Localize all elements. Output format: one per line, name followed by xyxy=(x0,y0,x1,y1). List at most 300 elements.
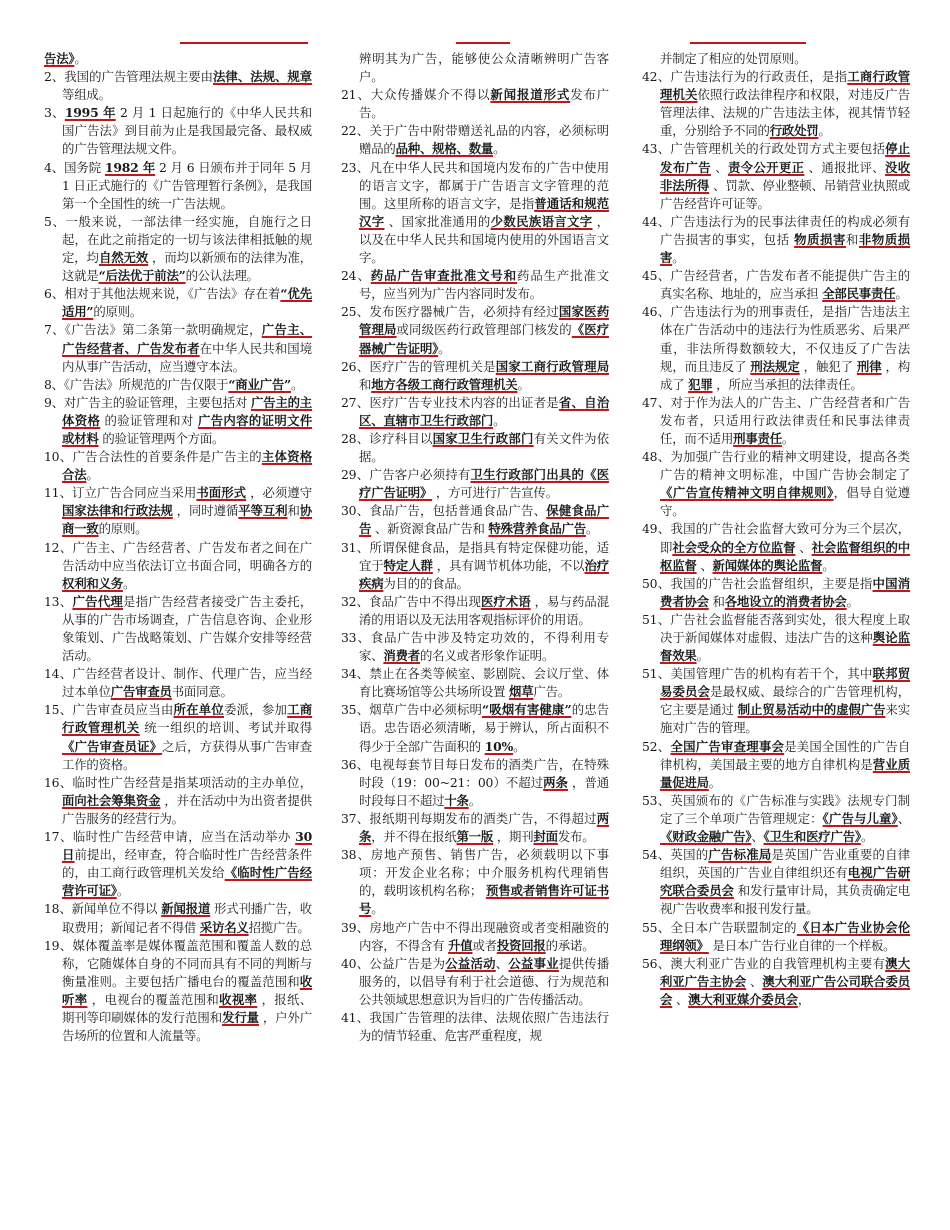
key-term: 消费者 xyxy=(383,648,420,664)
key-term: 物质损害 xyxy=(794,231,846,247)
item-text: 21、大众传播媒介不得以 xyxy=(341,87,491,103)
key-term: 省、自治区、直辖市卫生行政部门 xyxy=(359,394,609,428)
item-text: 发布。 xyxy=(557,829,595,845)
list-item xyxy=(341,593,609,629)
item-text: 。 xyxy=(86,467,99,483)
item-text: 的公认法理。 xyxy=(185,268,259,284)
key-term: 广告审查员 xyxy=(110,684,172,700)
item-text: 。 xyxy=(371,901,384,917)
item-text: 有关文件为依据。 xyxy=(359,430,609,465)
list-item xyxy=(44,376,312,394)
item-text: 28、诊疗科目以 xyxy=(341,430,433,446)
key-term: 刑律 xyxy=(856,358,882,374)
key-term: 公益活动 xyxy=(445,955,496,971)
item-text: 的忠告语。忠告语必须清晰，易于辨认，所占面积不得少于全部广告面积的 xyxy=(359,702,609,754)
list-item xyxy=(44,593,312,665)
item-text: 15、广告审查员应当由 xyxy=(44,702,174,718)
list-item xyxy=(44,50,312,68)
item-text: 和 xyxy=(359,376,372,392)
list-item xyxy=(341,466,609,502)
key-term: 广告内容的证明文件或材料 xyxy=(62,412,312,446)
list-item xyxy=(341,159,609,268)
key-term: 封面 xyxy=(533,829,558,845)
item-text: 和 xyxy=(845,231,859,247)
item-text: 8、《广告法》所规范的广告仅限于 xyxy=(44,376,229,392)
key-term: 两条 xyxy=(543,774,568,790)
item-text: 24、 xyxy=(341,268,371,284)
key-term: 主体资格合法 xyxy=(62,449,312,483)
list-item xyxy=(44,104,312,158)
item-text: 、罚款、停业整顿、吊销营业执照或广告经营许可证等。 xyxy=(660,177,910,211)
item-text: 2 月 1 日起施行的《中华人民共和国广告法》到目前为止是我国最完备、最权威的广告管理法规文件。 xyxy=(62,105,312,157)
key-term: 国家法律和行政法规 xyxy=(62,503,173,519)
list-item xyxy=(642,665,910,737)
key-term: 行政处罚 xyxy=(769,123,819,139)
item-text: ，同时遵循 xyxy=(172,503,239,519)
item-text: ， xyxy=(797,991,811,1007)
item-text: 是最权威、最综合的广告管理机构，它主要是通过 xyxy=(660,684,910,718)
item-text: 的原则。 xyxy=(98,521,148,537)
item-text: 。 xyxy=(493,141,506,157)
item-text: 。 xyxy=(781,430,795,446)
item-text: 9、对广告主的验证管理，主要包括对 xyxy=(44,394,251,410)
list-item xyxy=(341,394,609,430)
item-text: 46、广告违法行为的刑事责任，是指广告违法主体在广告活动中的违法行为性质恶劣、后果严重，非法所得数额较大，不仅违反了广告法规，而且违反了 xyxy=(642,304,910,374)
key-term: 舆论监督效果 xyxy=(660,630,910,664)
item-text: 。 xyxy=(468,792,481,808)
key-term: 公益事业 xyxy=(508,955,559,971)
list-item xyxy=(642,448,910,520)
item-text: 。 xyxy=(895,286,908,302)
item-text: ，具有调节机体功能，不以 xyxy=(432,557,585,573)
list-item xyxy=(642,611,910,665)
list-item xyxy=(341,303,609,357)
item-text: 形式刊播广告，收取费用；新闻记者不得借 xyxy=(62,901,312,935)
item-text: 54、英国的 xyxy=(642,847,709,863)
list-item xyxy=(341,122,609,158)
item-text: 之后，方获得从事广告审查工作的资格。 xyxy=(62,738,312,772)
list-item xyxy=(341,846,609,918)
item-text: 。 xyxy=(818,123,831,139)
key-term: 医疗术语 xyxy=(480,593,531,609)
item-text: 。 xyxy=(822,557,835,573)
item-text: 药品生产批准文号，应当列为广告内容同时发布。 xyxy=(359,268,609,302)
item-text: 、新资源食品广告和 xyxy=(371,521,489,537)
item-text: 5、一般来说，一部法律一经实施，自施行之日起，在此之前指定的一切与该法律相抵触的规定，均 xyxy=(44,213,312,266)
key-term: 特殊营养食品广告 xyxy=(488,521,586,537)
item-text: 39、房地产广告中不得出现融资或者变相融资的内容，不得含有 xyxy=(341,919,609,953)
item-text: ，电视台的覆盖范围和 xyxy=(87,991,220,1007)
key-term: 升值 xyxy=(448,937,473,953)
item-text: 53、英国颁布的《广告标准与实践》法规专门制定了三个单项广告管理规定： xyxy=(642,792,910,826)
key-term: 卫生行政部门出具的《医疗广告证明》 xyxy=(359,467,609,501)
item-text: 。 xyxy=(116,883,129,899)
key-term: 治疗疾病 xyxy=(359,557,609,591)
item-text: 30、食品广告，包括普通食品广告、 xyxy=(341,503,547,519)
key-term: 《财政金融广告》 xyxy=(660,829,752,845)
item-text: ，必须遵守 xyxy=(246,485,312,501)
item-text: 。 xyxy=(517,376,530,392)
list-item xyxy=(341,629,609,665)
item-text: 2、我国的广告管理法规主要由 xyxy=(44,69,214,85)
key-term: 药品广告审查批准文号和 xyxy=(370,268,518,284)
item-text: ，普通时段每日不超过 xyxy=(359,774,609,808)
item-text: ，方可进行广告宣传。 xyxy=(432,485,558,501)
key-term: 权利和义务 xyxy=(62,575,123,591)
list-item xyxy=(44,159,312,213)
item-text: 7、《广告法》第二条第一款明确规定， xyxy=(44,322,262,338)
key-term: 十条 xyxy=(444,792,469,808)
item-text: 在中华人民共和国境内从事广告活动，应当遵守本法。 xyxy=(62,340,312,374)
key-term: 烟草 xyxy=(509,684,534,700)
item-text: 。 xyxy=(708,774,721,790)
item-text: 18、新闻单位不得以 xyxy=(44,901,162,917)
item-text: 22、关于广告中附带赠送礼品的内容，必须标明赠品的 xyxy=(341,123,609,157)
key-term: 工商行政管理机关 xyxy=(660,69,910,103)
item-text: ，以及在中华人民共和国境内使用的外国语言文字。 xyxy=(359,213,609,266)
item-text: 。 xyxy=(122,575,136,591)
list-item xyxy=(44,213,312,285)
item-text: ，并不得在报纸 xyxy=(371,829,457,845)
key-term: 刑事责任 xyxy=(733,430,782,446)
key-term: 告法》 xyxy=(44,51,75,66)
header-rule-left xyxy=(180,42,308,44)
key-term: 《日本广告业协会伦理纲领》 xyxy=(660,919,910,953)
key-term: 第一版 xyxy=(456,829,494,845)
key-term: 广告主的主体资格 xyxy=(62,394,312,428)
key-term: 制止贸易活动中的虚假广告 xyxy=(737,702,886,718)
item-text: 。 xyxy=(290,376,304,392)
item-text: 。 xyxy=(672,250,685,266)
key-term: 平等互利 xyxy=(238,503,288,519)
key-term: 《广告与儿童》 xyxy=(822,810,898,826)
list-item xyxy=(642,738,910,792)
item-text: 34、禁止在各类等候室、影剧院、会议厅堂、体育比赛场馆等公共场所设置 xyxy=(341,666,609,700)
item-text: ，构成了 xyxy=(660,358,910,392)
item-text: 、 xyxy=(751,829,764,845)
list-item xyxy=(642,520,910,574)
item-text: ，期刊 xyxy=(493,829,534,845)
list-item xyxy=(341,539,609,593)
list-item xyxy=(341,1009,609,1045)
item-text: 52、 xyxy=(642,738,671,754)
item-text: 和 xyxy=(287,503,300,519)
list-item xyxy=(44,701,312,773)
list-item xyxy=(44,394,312,448)
list-item xyxy=(44,321,312,375)
list-item xyxy=(642,303,910,393)
list-item xyxy=(341,955,609,1009)
item-text: 4、国务院 xyxy=(44,159,105,175)
item-text: 55、全日本广告联盟制定的 xyxy=(642,919,797,935)
key-term: 法律、法规、规章 xyxy=(213,69,312,85)
item-text: 来实施对广告的管理。 xyxy=(660,702,910,736)
item-text: 、 xyxy=(696,557,713,573)
item-text: 。 xyxy=(438,340,451,356)
key-term: 工商行政管理机关 xyxy=(62,702,312,736)
key-term: 收视率 xyxy=(219,991,258,1007)
item-text: 19、媒体覆盖率是媒体覆盖范围和覆盖人数的总称，它随媒体自身的不同而具有不同的判断与衡量准则。主要包括广播电台的覆盖范围和 xyxy=(44,937,312,989)
key-term: 保健食品广告 xyxy=(359,503,609,537)
item-text: 招揽广告。 xyxy=(248,919,310,935)
key-term: 新闻报道 xyxy=(161,901,211,917)
item-text: 56、澳大利亚广告业的自我管理机构主要有 xyxy=(642,955,886,971)
item-text: 40、公益广告是为 xyxy=(341,955,446,971)
list-item xyxy=(642,792,910,846)
list-item xyxy=(642,846,910,918)
key-term: 自然无效 xyxy=(98,250,149,266)
item-text: 50、我国的广告社会监督组织，主要是指 xyxy=(642,575,873,591)
list-item xyxy=(642,213,910,267)
list-item xyxy=(341,701,609,755)
list-item xyxy=(341,50,609,86)
list-item xyxy=(642,140,910,212)
list-item xyxy=(341,810,609,846)
item-text: 、 xyxy=(897,810,910,826)
item-text: 统一组织的培训、考试并取得 xyxy=(139,720,312,736)
list-item xyxy=(44,828,312,900)
key-term: 书面形式 xyxy=(196,485,247,501)
key-term: 《卫生和医疗广告》 xyxy=(763,829,861,845)
list-item xyxy=(44,937,312,1046)
key-term: 1995 年 xyxy=(64,105,116,121)
item-text: ，所应当承担的法律责任。 xyxy=(712,376,863,392)
item-text: 并制定了相应的处罚原则。 xyxy=(660,51,807,66)
item-text: 辨明其为广告，能够使公众清晰辨明广告客户。 xyxy=(359,51,609,85)
item-text: 、通报批评、 xyxy=(804,159,886,175)
item-text: 等组成。 xyxy=(62,87,111,103)
item-text: 25、发布医疗器械广告，必须持有经过 xyxy=(341,304,559,320)
text-column-left xyxy=(44,50,312,1220)
item-text: 17、临时性广告经营申请，应当在活动举办 xyxy=(44,829,296,845)
list-item xyxy=(341,86,609,122)
item-text: 29、广告客户必须持有 xyxy=(341,467,471,483)
item-text: 36、电视每套节目每日发布的酒类广告，在特殊时段（19：00~21：00）不超过 xyxy=(341,756,609,790)
item-text: 委派，参加 xyxy=(224,702,288,718)
item-text: 提供传播服务的，以倡导有利于社会道德、行为规范和公共领域思想意识为旨归的广告传播活动。 xyxy=(359,955,609,1007)
key-term: 新闻报道形式 xyxy=(490,87,571,103)
list-item xyxy=(642,394,910,448)
item-text: 、 xyxy=(795,539,812,555)
list-item xyxy=(642,575,910,611)
key-term: 澳大利亚广告公司联合委员会 xyxy=(660,973,910,1007)
key-term: 各地设立的消费者协会 xyxy=(724,593,847,609)
item-text: 的名义或者形象作证明。 xyxy=(419,648,555,664)
list-item xyxy=(44,665,312,701)
item-text: 。 xyxy=(493,412,506,428)
item-text: 。 xyxy=(846,593,859,609)
key-term: 少数民族语言文字 xyxy=(490,213,593,229)
key-term: 非物质损害 xyxy=(660,231,910,266)
item-text: 、 xyxy=(710,159,728,175)
item-text: 、 xyxy=(672,991,689,1007)
key-term: “吸烟有害健康” xyxy=(482,702,572,718)
item-text: 和 xyxy=(708,593,725,609)
item-text: 。 xyxy=(585,521,599,537)
list-item xyxy=(44,285,312,321)
list-item xyxy=(341,919,609,955)
item-text: 的承诺。 xyxy=(545,937,595,953)
list-item xyxy=(642,68,910,140)
key-term: 30 日 xyxy=(62,829,312,863)
item-text: 是指广告经营者接受广告主委托，从事的广告市场调查，广告信息咨询、企业形象策划、广告战略策划、广告媒介安排等经营活动。 xyxy=(62,593,312,664)
item-text: 、 xyxy=(746,973,763,989)
item-text: 45、广告经营者，广告发布者不能提供广告主的真实名称、地址的，应当承担 xyxy=(642,268,910,302)
item-text: ，并在活动中为出资者提供广告服务的经营行为。 xyxy=(62,792,312,826)
list-item xyxy=(341,502,609,538)
key-term: 国家卫生行政部门 xyxy=(432,430,534,446)
item-text: 37、报纸期刊每期发布的酒类广告，不得超过 xyxy=(341,810,597,826)
key-term: 所在单位 xyxy=(173,702,225,718)
item-text: 依照行政法律程序和权限，对违反广告管理法律、法规的广告违法主体，视其情节轻重，分别给予不同的 xyxy=(660,87,910,139)
key-term: 责令公开更正 xyxy=(727,159,805,175)
key-term: 社会监督组织的中枢监督 xyxy=(660,539,910,573)
item-text: ，触犯了 xyxy=(799,358,857,374)
item-text: 的验证管理和对 xyxy=(100,412,198,428)
item-text: 51、美国管理广告的机构有若干个，其中 xyxy=(642,666,873,682)
key-term: 特定人群 xyxy=(383,557,433,573)
text-column-right xyxy=(642,50,910,1220)
list-item xyxy=(341,756,609,810)
key-term: 联邦贸易委员会 xyxy=(660,666,910,700)
item-text: 是英国广告业重要的自律组织，英国的广告业自律组织还有 xyxy=(660,847,910,881)
key-term: 澳大利亚媒介委员会 xyxy=(688,991,798,1007)
key-term: 全部民事责任 xyxy=(822,286,896,302)
item-text: 的原则。 xyxy=(93,304,143,320)
item-text: 为目的的食品。 xyxy=(383,575,469,591)
item-text: 。 xyxy=(74,51,87,66)
list-item xyxy=(44,448,312,484)
key-term: 品种、规格、数量 xyxy=(395,141,494,157)
item-text: 14、广告经营者设计、制作、代理广告，应当经过本单位 xyxy=(44,666,312,700)
item-text: 16、临时性广告经营是指某项活动的主办单位， xyxy=(44,774,312,790)
item-text: 12、广告主、广告经营者、广告发布者之间在广告活动中应当依法订立书面合同，明确各方的 xyxy=(44,539,312,573)
key-term: 国家医药管理局 xyxy=(359,304,609,338)
key-term: 广告主、广告经营者、广告发布者 xyxy=(62,322,312,356)
list-item xyxy=(44,774,312,828)
list-item xyxy=(341,665,609,701)
key-term: 广告标准局 xyxy=(708,847,772,863)
key-term: 两条 xyxy=(359,810,609,845)
key-term: 《临时性广告经营许可证》 xyxy=(62,865,312,899)
item-text: ，户外广告场所的位置和人流量等。 xyxy=(62,1009,312,1044)
item-text: 35、烟草广告中必须标明 xyxy=(341,702,483,718)
item-text: 和发行量审计局，其负责确定电视广告收费率和报刊发行量。 xyxy=(660,883,910,917)
list-item xyxy=(44,539,312,593)
list-item xyxy=(341,358,609,394)
item-text: ，倡导自觉遵守。 xyxy=(660,485,910,519)
item-text: 23、凡在中华人民共和国境内发布的广告中使用的语言文字，都属于广告语言文字管理的范围。这里所称的语言文字，是指 xyxy=(341,159,609,211)
key-term: “商业广告” xyxy=(228,376,291,392)
item-text: 或者 xyxy=(472,937,497,953)
key-term: 刑法规定 xyxy=(750,358,800,374)
key-term: 发行量 xyxy=(222,1009,259,1025)
text-column-middle xyxy=(341,50,609,1220)
key-term: 社会受众的全方位监督 xyxy=(672,539,796,555)
item-text: 43、广告管理机关的行政处罚方式主要包括 xyxy=(642,141,886,157)
item-text: 2 月 6 日颁布并于同年 5 月 1 日正式施行的《广告管理暂行条例》，是我国第一个全国性的统一广告法规。 xyxy=(62,159,312,211)
key-term: 广告代理 xyxy=(72,593,123,609)
item-text: 广告。 xyxy=(533,684,570,700)
key-term: 协商一致 xyxy=(62,503,312,537)
item-text: 。 xyxy=(513,738,526,754)
key-term: 普通话和规范汉字 xyxy=(359,195,609,229)
list-item xyxy=(341,430,609,466)
key-term: “优先适用” xyxy=(62,286,312,320)
item-text: 是美国全国性的广告自律机构，美国最主要的地方自律机构是 xyxy=(660,738,910,772)
item-text: 51、广告社会监督能否落到实处，很大程度上取决于新闻媒体对虚假、违法广告的这种 xyxy=(642,611,910,645)
header-rule-middle xyxy=(456,42,510,44)
item-text: 、 xyxy=(495,955,509,971)
key-term: 营业质量促进局 xyxy=(660,756,910,790)
item-text: 48、为加强广告行业的精神文明建设，提高各类广告的精神文明标准，中国广告协会制定了 xyxy=(642,449,910,483)
item-text: ，而均以新颁布的法律为准，这就是 xyxy=(62,250,312,284)
key-term: 没收非法所得 xyxy=(660,159,910,193)
item-text: 42、广告违法行为的行政责任，是指 xyxy=(642,69,848,85)
key-term: 10% xyxy=(484,738,514,754)
key-term: 澳大利亚广告主协会 xyxy=(660,955,910,989)
item-text: 6、相对于其他法规来说，《广告法》存在着 xyxy=(44,286,281,302)
item-text: ，易与药品混淆的用语以及无法用客观指标评价的用语。 xyxy=(359,593,609,627)
item-text: ，报纸、期刊等印刷媒体的发行范围和 xyxy=(62,991,312,1025)
item-text: 13、 xyxy=(44,593,73,609)
item-text: 的验证管理两个方面。 xyxy=(98,430,225,446)
key-term: 中国消费者协会 xyxy=(660,575,910,609)
item-text: 11、订立广告合同应当采用 xyxy=(44,485,197,501)
key-term: 全国广告审查理事会 xyxy=(670,738,785,754)
item-text: 3、 xyxy=(44,105,65,121)
key-term: 1982 年 xyxy=(104,159,156,175)
item-text: 前提出，经审查，符合临时性广告经营条件的，由工商行政管理机关发给 xyxy=(62,847,312,881)
item-text: 。 xyxy=(696,648,709,664)
item-text: 、国家批准通用的 xyxy=(384,213,491,229)
key-term: 电视广告研究联合委员会 xyxy=(660,865,910,899)
key-term: 犯罪 xyxy=(688,376,713,392)
key-term: “后法优于前法” xyxy=(98,268,186,284)
item-text: 49、我国的广告社会监督大致可分为三个层次，即 xyxy=(642,521,910,555)
key-term: 收听率 xyxy=(62,973,312,1007)
item-text: 是日本广告行业自律的一个样板。 xyxy=(708,937,896,953)
key-term: 国家工商行政管理局 xyxy=(495,358,609,374)
list-item xyxy=(642,955,910,1009)
list-item xyxy=(44,900,312,936)
list-item xyxy=(44,68,312,104)
item-text: 44、广告违法行为的民事法律责任的构成必须有广告损害的事实，包括 xyxy=(642,213,910,247)
list-item xyxy=(642,267,910,303)
item-text: 书面同意。 xyxy=(171,684,233,700)
key-term: 面向社会筹集资金 xyxy=(62,792,161,808)
key-term: 新闻媒体的舆论监督 xyxy=(712,557,823,573)
item-text: 41、我国广告管理的法律、法规依照广告违法行为的情节轻重、危害严重程度，规 xyxy=(341,1009,609,1044)
list-item xyxy=(44,484,312,538)
item-text: 或同级医药行政管理部门核发的 xyxy=(396,322,572,338)
list-item xyxy=(642,50,910,68)
key-term: 采访名义 xyxy=(199,919,249,935)
key-term: 停止发布广告 xyxy=(660,141,910,175)
item-text: 。 xyxy=(860,829,874,845)
key-term: 地方各级工商行政管理机关 xyxy=(371,376,518,392)
item-text: 发布广告。 xyxy=(359,87,609,121)
item-text: 10、广告合法性的首要条件是广告主的 xyxy=(44,449,262,465)
header-rule-right xyxy=(690,42,806,44)
item-text: 47、对于作为法人的广告主、广告经营者和广告发布者，只适用行政法律责任和民事法律责任，而不适用 xyxy=(642,394,910,446)
key-term: 《医疗器械广告证明》 xyxy=(359,322,609,356)
item-text: 27、医疗广告专业技术内容的出证者是 xyxy=(341,394,559,410)
key-term: 《广告宣传精神文明自律规则》 xyxy=(660,485,834,501)
item-text: 33、食品广告中涉及特定功效的，不得利用专家、 xyxy=(341,630,609,664)
item-text: 32、食品广告中不得出现 xyxy=(341,593,481,609)
key-term: 投资回报 xyxy=(496,937,546,953)
